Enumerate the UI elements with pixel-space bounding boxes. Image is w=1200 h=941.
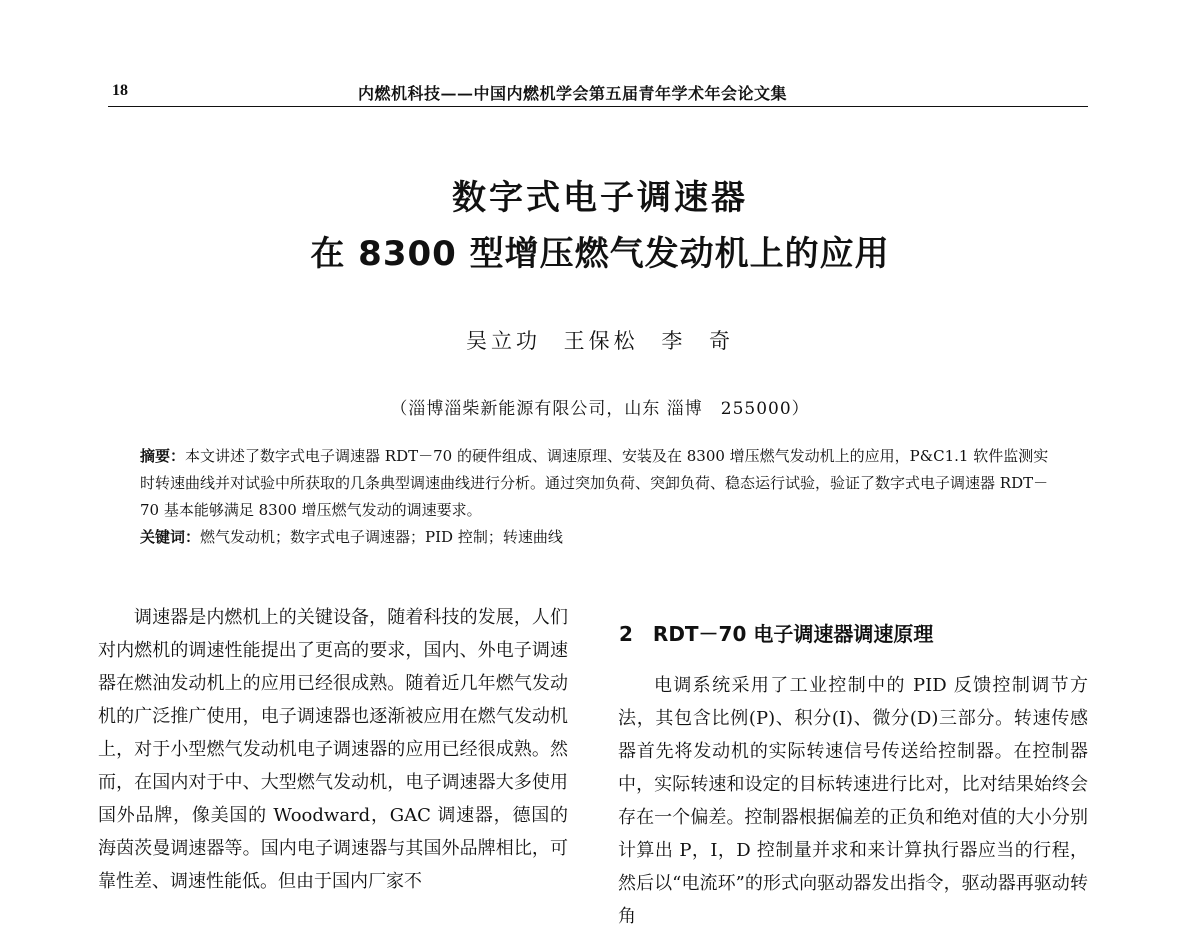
abstract-label: 摘要： (140, 447, 186, 465)
authors: 吴立功 王保松 李 奇 (465, 329, 735, 353)
page-number: 18 (112, 82, 128, 99)
paper-title-line-2: 在 8300 型增压燃气发动机上的应用 (310, 234, 890, 274)
running-header (108, 80, 1088, 107)
right-column (618, 669, 1088, 933)
left-column (98, 601, 568, 898)
body-paragraph-left: 调速器是内燃机上的关键设备，随着科技的发展，人们对内燃机的调速性能提出了更高的要求，国内、外电子调速器在燃油发动机上的应用已经很成熟。随着近几年燃气发动机的广泛推广使用，电子调速器也逐渐被应用在燃气发动机上，对于小型燃气发动机电子调速器的应用已经很成熟。然而，在国内对于中、大型燃气发动机，电子调速器大多使用国外品牌，像美国的 Woodward，GAC 调速器，德国的海茵茨曼调速器等。国内电子调速器与其国外品牌相比，可靠性差、调速性能低。但由于国内厂家不 (98, 607, 568, 892)
abstract-block (140, 443, 1060, 551)
abstract (140, 443, 1060, 524)
paper-title-line-1: 数字式电子调速器 (452, 178, 748, 218)
body-paragraph-right: 电调系统采用了工业控制中的 PID 反馈控制调节方法，其包含比例(P)、积分(I)、微分(D)三部分。转速传感器首先将发动机的实际转速信号传送给控制器。在控制器中，实际转速和设定的目标转速进行比对，比对结果始终会存在一个偏差。控制器根据偏差的正负和绝对值的大小分别计算出 P，I，D 控制量并求和来计算执行器应当的行程，然后以“电流环”的形式向驱动器发出指令，驱动器再驱动转角 (618, 675, 1088, 927)
affiliation: （淄博淄柴新能源有限公司，山东 淄博 255000） (390, 399, 810, 419)
abstract-text: 本文讲述了数字式电子调速器 RDT－70 的硬件组成、调速原理、安装及在 8300 增压燃气发动机上的应用，P&C1.1 软件监测实时转速曲线并对试验中所获取的几条典型调速曲线进行分析。通过突加负荷、突卸负荷、稳态运行试验，验证了数字式电子调速器 RDT－70 基本能够满足 8300 增压燃气发动的调速要求。 (140, 447, 1049, 519)
keywords-text: 燃气发动机；数字式电子调速器；PID 控制；转速曲线 (200, 528, 563, 546)
keywords (140, 524, 1060, 551)
section-heading: 2 RDT－70 电子调速器调速原理 (619, 622, 934, 646)
keywords-label: 关键词： (140, 528, 201, 546)
running-title: 内燃机科技——中国内燃机学会第五届青年学术年会论文集 (358, 84, 788, 103)
